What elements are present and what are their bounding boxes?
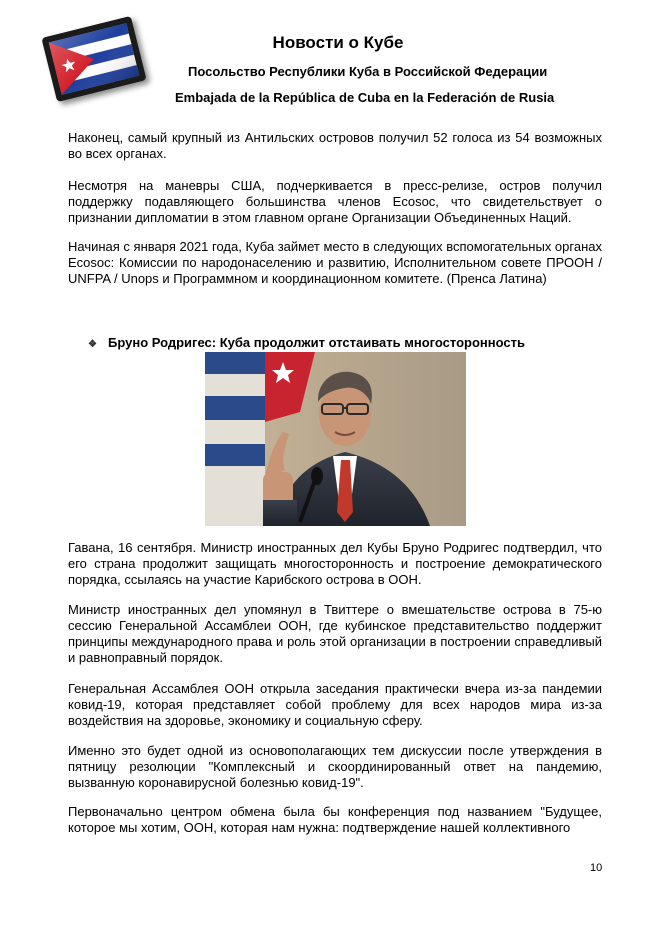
paragraph: Несмотря на маневры США, подчеркивается в пресс-релизе, остров получил поддержку подавляющего большинства членов Ecosoc, что свидетельствует о признании дипломатии в этом главном органе Организации Объединенных Наций. [68, 178, 602, 225]
paragraph: Именно это будет одной из основополагающих тем дискуссии после утверждения в пятницу резолюции "Комплексный и скоординированный ответ на пандемию, вызванную коронавирусной болезнью ковид-19". [68, 743, 602, 790]
paragraph: Первоначально центром обмена была бы конференция под названием "Будущее, которое мы хотим, ООН, которая нам нужна: подтверждение нашей коллективного [68, 804, 602, 835]
article-heading-text: Бруно Родригес: Куба продолжит отстаивать многосторонность [108, 335, 525, 350]
paragraph: Наконец, самый крупный из Антильских островов получил 52 голоса из 54 возможных во всех органах. [68, 130, 602, 161]
paragraph: Генеральная Ассамблея ООН открыла заседания практически вчера из-за пандемии ковид-19, которая представляет собой проблему для всех народов мира из-за воздействия на здоровье, экономику и социальную сферу. [68, 681, 602, 728]
page-title: Новости о Кубе [272, 33, 404, 52]
page-number: 10 [590, 862, 603, 874]
article-photo [205, 352, 466, 526]
embassy-name-es: Embajada de la República de Cuba en la Federación de Rusia [175, 90, 555, 105]
cuba-flag-logo [41, 16, 146, 102]
paragraph: Гавана, 16 сентября. Министр иностранных дел Кубы Бруно Родригес подтвердил, что его страна продолжит защищать многосторонность и построение демократического порядка, ссылаясь на участие Карибского острова в ООН. [68, 540, 602, 587]
bullet-icon: ❖ [88, 339, 97, 350]
article-heading [88, 335, 525, 350]
paragraph: Министр иностранных дел упомянул в Твиттере о вмешательстве острова в 75-ю сессию Генеральной Ассамблеи ООН, где кубинское представительство поддержит принципы международного права и роль этой организации в построении справедливый и равноправный порядок. [68, 602, 602, 665]
paragraph: Начиная с января 2021 года, Куба займет место в следующих вспомогательных органах Ecosoc: Комиссии по народонаселению и развитию, Исполнительном совете ПРООН / UNFPA / Unops и Программном и координационном комитете. (Пренса Латина) [68, 239, 602, 286]
embassy-name-ru: Посольство Республики Куба в Российской Федерации [188, 64, 548, 79]
